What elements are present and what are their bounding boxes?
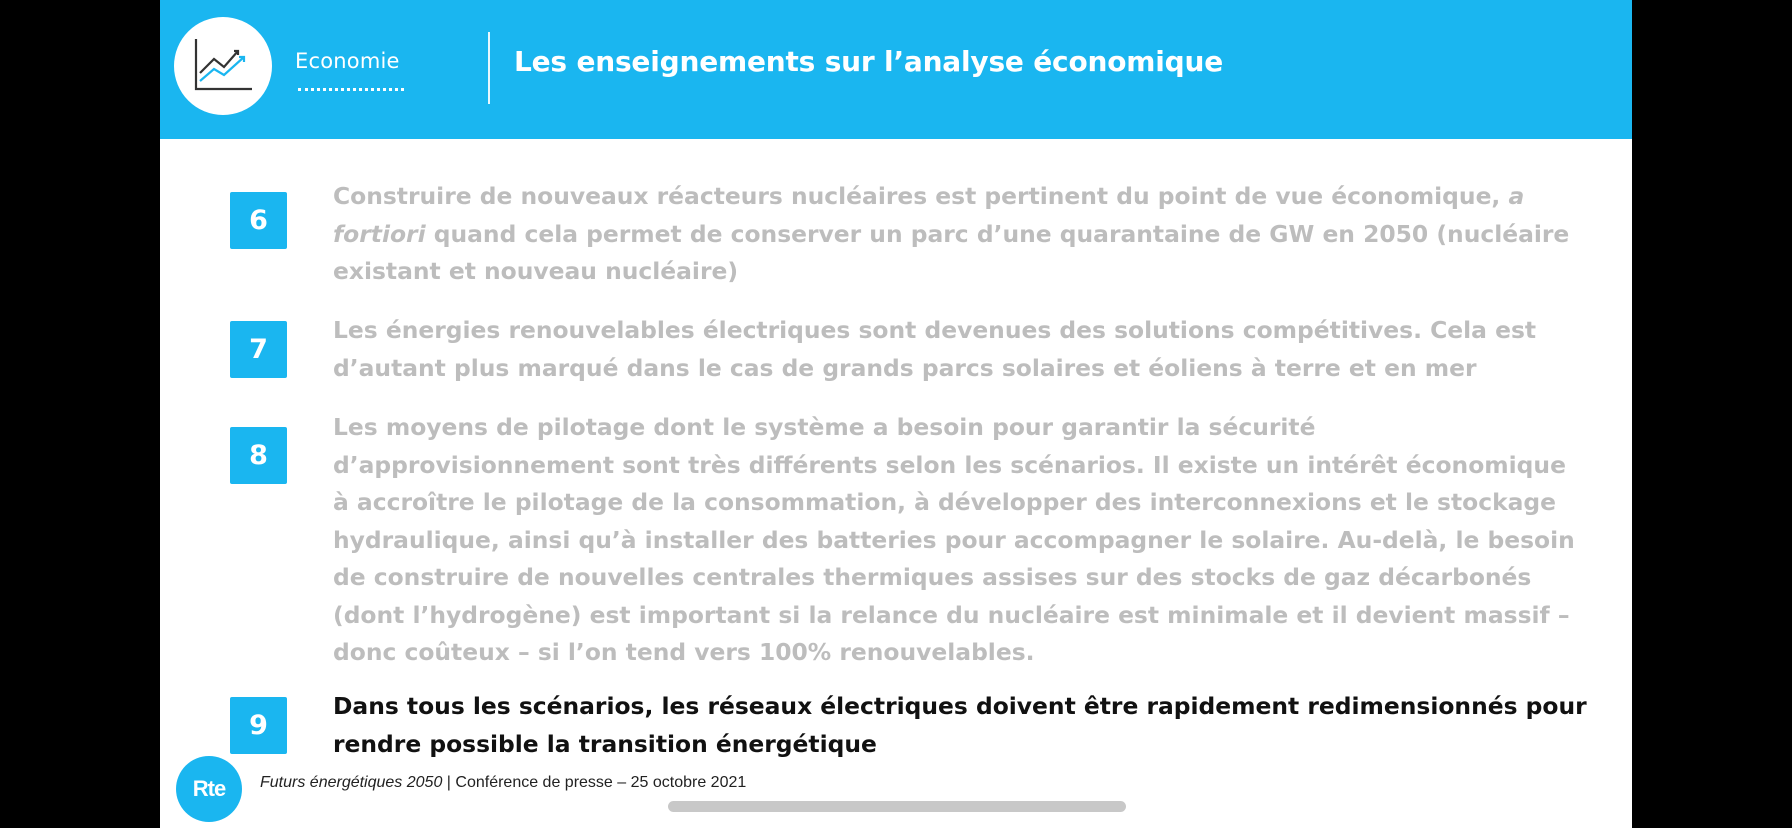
footer-separator: | bbox=[442, 774, 456, 791]
footer-event: Futurs énergétiques 2050 bbox=[260, 774, 443, 791]
section-logo bbox=[174, 17, 272, 115]
home-indicator[interactable] bbox=[668, 801, 1126, 812]
footer-detail: Conférence de presse – 25 octobre 2021 bbox=[455, 774, 747, 791]
item-number-8: 8 bbox=[230, 427, 287, 484]
page-title: Les enseignements sur l’analyse économique bbox=[514, 45, 1223, 78]
header-divider bbox=[488, 32, 490, 104]
slide bbox=[160, 0, 1632, 828]
section-underline bbox=[298, 88, 404, 91]
item-text-8: Les moyens de pilotage dont le système a besoin pour garantir la sécurité d’approvisionnement sont très différents selon les scénarios. Il existe un intérêt économique à accroître le pilotage de la consommation, à développer des interconnexions et le stockage hydraulique, ainsi qu’à installer des batteries pour accompagner le solaire. Au-delà, le besoin de construire de nouvelles centrales thermiques assises sur des stocks de gaz décarbonés (dont l’hydrogène) est important si la relance du nucléaire est minimale et il devient massif – donc coûteux – si l’on tend vers 100% renouvelables. bbox=[333, 413, 1575, 666]
item-number-9: 9 bbox=[230, 697, 287, 754]
item-text-9: Dans tous les scénarios, les réseaux électriques doivent être rapidement redimensionnés pour rendre possible la transition énergétique bbox=[333, 692, 1587, 758]
item-number-7: 7 bbox=[230, 321, 287, 378]
item-text-6 bbox=[333, 178, 1588, 291]
slide-header bbox=[160, 0, 1632, 139]
item-text-6-italic: a fortiori bbox=[333, 182, 1525, 248]
line-chart-icon bbox=[192, 35, 254, 97]
rte-logo: Rte bbox=[176, 756, 242, 822]
item-number-6: 6 bbox=[230, 192, 287, 249]
item-text-7: Les énergies renouvelables électriques sont devenues des solutions compétitives. Cela est d’autant plus marqué dans le cas de grands parcs solaires et éoliens à terre et en mer bbox=[333, 316, 1537, 382]
item-text-6-end: quand cela permet de conserver un parc d’une quarantaine de GW en 2050 (nucléaire existant et nouveau nucléaire) bbox=[333, 219, 1570, 285]
footer-caption bbox=[260, 774, 746, 792]
section-label: Economie bbox=[295, 49, 400, 73]
item-text-6-start: Construire de nouveaux réacteurs nucléaires est pertinent du point de vue économique, bbox=[333, 182, 1509, 210]
